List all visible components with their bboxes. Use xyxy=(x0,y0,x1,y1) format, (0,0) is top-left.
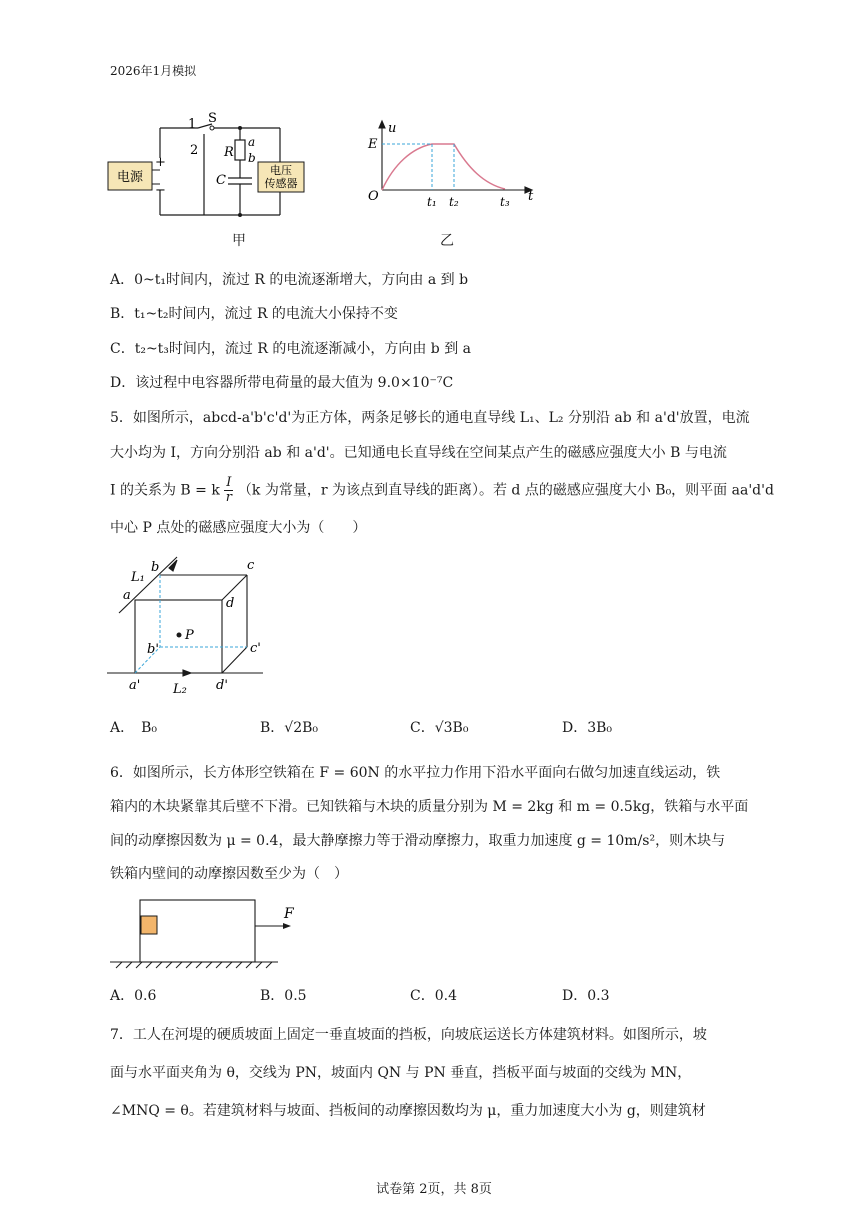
tick-t3: t₃ xyxy=(500,195,510,209)
q4-option-a: A．0~t₁时间内，流过 R 的电流逐渐增大，方向由 a 到 b xyxy=(110,272,469,288)
capacitor-label: C xyxy=(216,173,226,188)
plus-label: + xyxy=(155,155,166,170)
cube-figure xyxy=(105,555,275,700)
circuit-figure xyxy=(100,110,320,235)
sensor-label-2: 传感器 xyxy=(264,177,298,190)
q6-line-3: 间的动摩擦因数为 μ = 0.4，最大静摩擦力等于滑动摩擦力，取重力加速度 g = 10m/s²，则木块与 xyxy=(110,833,726,849)
wire-l2-label: L₂ xyxy=(173,682,187,697)
vertex-b: b xyxy=(151,560,160,575)
q7-line-2: 面与水平面夹角为 θ，交线为 PN，坡面内 QN 与 PN 垂直，挡板平面与坡面的交线为 MN， xyxy=(110,1065,692,1081)
q7-line-1: 7．工人在河堤的硬质坡面上固定一垂直坡面的挡板，向坡底运送长方体建筑材料。如图所示，坡 xyxy=(110,1027,707,1043)
q5-frac-num: I xyxy=(226,475,232,490)
q6-line-4: 铁箱内壁间的动摩擦因数至少为（ ） xyxy=(110,866,348,882)
q5-line-3-post: （k 为常量，r 为该点到直导线的距离）。若 d 点的磁感应强度大小 B₀，则平面 aa'd'd xyxy=(237,482,774,499)
point-a-label: a xyxy=(248,135,256,149)
q5-frac-den: r xyxy=(225,490,232,505)
figure-yi-caption: 乙 xyxy=(440,233,454,249)
page-header: 2026年1月模拟 xyxy=(110,64,197,78)
figure-jia-caption: 甲 xyxy=(232,233,246,249)
vertex-c-prime: c' xyxy=(250,641,261,656)
force-label: F xyxy=(284,906,294,922)
wood-block xyxy=(141,916,157,934)
u-t-graph xyxy=(360,118,540,218)
vertex-d-prime: d' xyxy=(216,678,228,693)
vertex-b-prime: b' xyxy=(147,642,159,657)
origin-label: O xyxy=(368,189,379,204)
vertex-a-prime: a' xyxy=(129,678,141,693)
q5-option-b: B．√2B₀ xyxy=(260,720,319,736)
q5-option-a: A． B₀ xyxy=(110,720,158,736)
q6-option-b: B．0.5 xyxy=(260,988,307,1004)
q7-line-3: ∠MNQ = θ。若建筑材料与坡面、挡板间的动摩擦因数均为 μ，重力加速度大小为 g，则建筑材 xyxy=(110,1103,706,1119)
page-footer: 试卷第 2页，共 8页 xyxy=(376,1182,492,1197)
vertex-d: d xyxy=(226,596,235,611)
wire-l1-label: L₁ xyxy=(131,570,145,585)
voltage-curve xyxy=(382,144,505,190)
q6-option-c: C．0.4 xyxy=(410,988,457,1004)
vertex-a: a xyxy=(123,588,131,603)
axis-u-label: u xyxy=(388,121,397,136)
q4-option-d: D．该过程中电容器所带电荷量的最大值为 9.0×10⁻⁷C xyxy=(110,375,454,391)
vertex-c: c xyxy=(247,558,255,573)
q5-option-d: D．3B₀ xyxy=(562,720,613,736)
sensor-label-1: 电压 xyxy=(270,164,292,177)
minus-label: − xyxy=(155,183,166,198)
q5-line-1: 5．如图所示，abcd-a'b'c'd'为正方体，两条足够长的通电直导线 L₁、L₂ 分别沿 ab 和 a'd'放置，电流 xyxy=(110,410,750,426)
e-label: E xyxy=(368,137,378,152)
switch-pos-2: 2 xyxy=(190,143,199,158)
q6-option-d: D．0.3 xyxy=(562,988,610,1004)
switch-label: S xyxy=(208,111,217,126)
tick-t2: t₂ xyxy=(449,195,459,209)
q4-option-b: B．t₁~t₂时间内，流过 R 的电流大小保持不变 xyxy=(110,306,398,322)
tick-t1: t₁ xyxy=(427,195,437,209)
q6-line-2: 箱内的木块紧靠其后壁不下滑。已知铁箱与木块的质量分别为 M = 2kg 和 m = 0.5kg，铁箱与水平面 xyxy=(110,799,749,815)
q5-line-3 xyxy=(110,476,774,505)
power-label: 电源 xyxy=(116,170,144,185)
q6-line-1: 6．如图所示，长方体形空铁箱在 F = 60N 的水平拉力作用下沿水平面向右做匀加速直线运动，铁 xyxy=(110,765,721,781)
q4-option-c: C．t₂~t₃时间内，流过 R 的电流逐渐减小，方向由 b 到 a xyxy=(110,341,472,357)
resistor-label: R xyxy=(224,145,234,160)
point-b-label: b xyxy=(248,151,256,165)
q5-line-3-pre: I 的关系为 B = k xyxy=(110,482,220,499)
q5-option-c: C．√3B₀ xyxy=(410,720,469,736)
box-figure xyxy=(108,898,294,973)
point-p: P xyxy=(185,628,194,643)
q6-option-a: A．0.6 xyxy=(110,988,157,1004)
q5-line-2: 大小均为 I，方向分别沿 ab 和 a'd'。已知通电长直导线在空间某点产生的磁感应强度大小 B 与电流 xyxy=(110,445,727,461)
q5-line-4: 中心 P 点处的磁感应强度大小为（ ） xyxy=(110,520,367,536)
switch-pos-1: 1 xyxy=(188,117,197,132)
axis-t-label: t xyxy=(528,189,534,204)
q5-fraction xyxy=(224,476,233,505)
